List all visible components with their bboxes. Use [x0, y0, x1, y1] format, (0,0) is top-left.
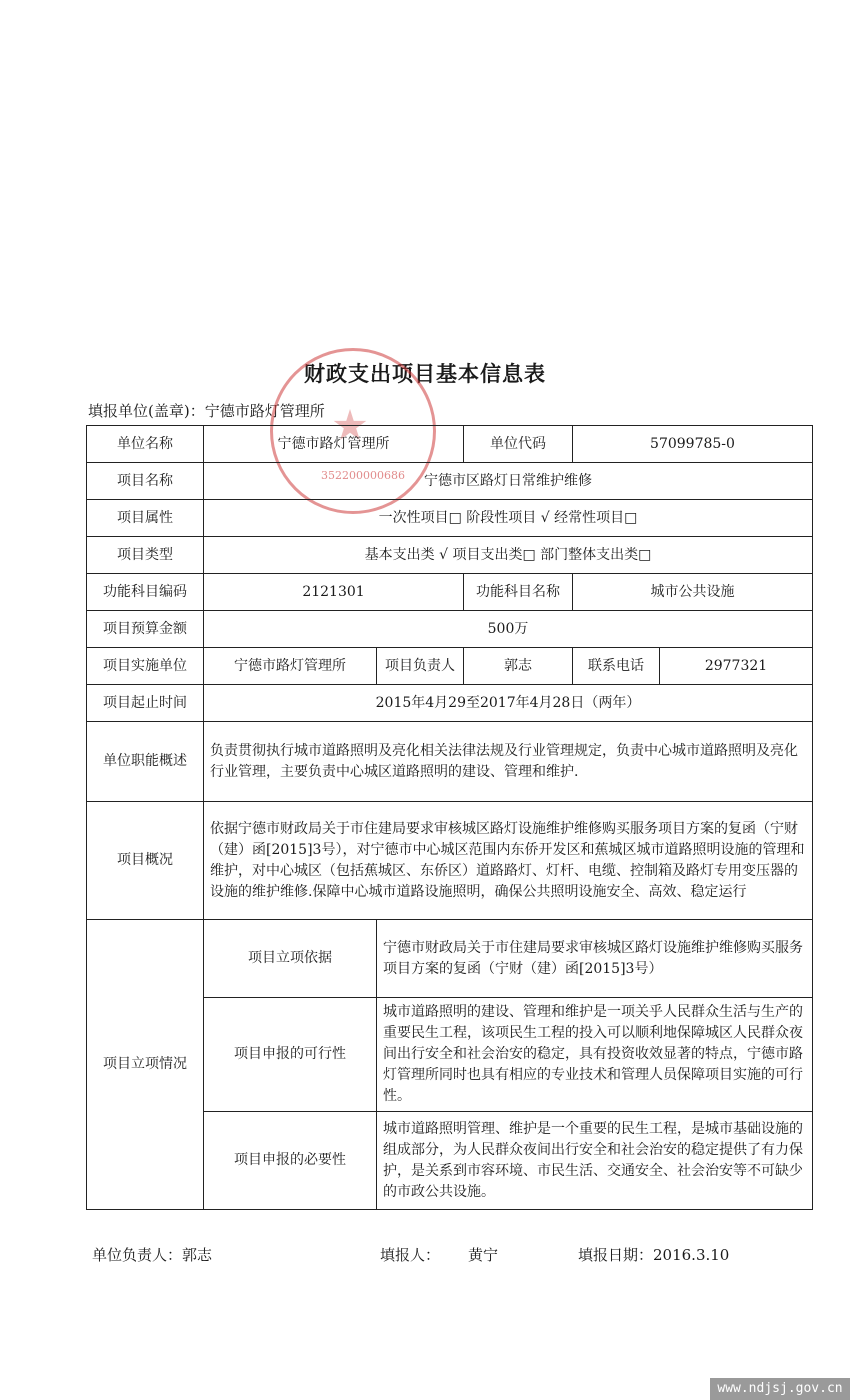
- row-duty: [87, 722, 813, 802]
- stamp-code: 352200000686: [321, 469, 405, 482]
- row-basis: [87, 920, 813, 998]
- func-name-value: 城市公共设施: [573, 574, 813, 611]
- project-attr-value: 一次性项目□ 阶段性项目 √ 经常性项目□: [204, 500, 813, 537]
- leader-label: 项目负责人: [377, 648, 464, 685]
- overview-value: 依据宁德市财政局关于市住建局要求审核城区路灯设施维护维修购买服务项目方案的复函（宁财（建）函[2015]3号），对宁德市中心城区范围内东侨开发区和蕉城区城市道路照明设施的管理和维护，对中心城区（包括蕉城区、东侨区）道路路灯、灯杆、电缆、控制箱及路灯专用变压器的设施的维护维修.保障中心城市道路设施照明，确保公共照明设施安全、高效、稳定运行: [204, 802, 813, 920]
- row-project-name: [87, 463, 813, 500]
- necessity-label: 项目申报的必要性: [204, 1112, 377, 1210]
- row-unit: [87, 426, 813, 463]
- leader-value: 郭志: [464, 648, 573, 685]
- row-func: [87, 574, 813, 611]
- overview-label: 项目概况: [87, 802, 204, 920]
- footer-date: 填报日期：2016.3.10: [578, 1246, 730, 1264]
- footer-head: 单位负责人：郭志: [92, 1246, 213, 1264]
- row-budget: [87, 611, 813, 648]
- duty-value: 负责贯彻执行城市道路照明及亮化相关法律法规及行业管理规定，负责中心城市道路照明及亮化行业管理，主要负责中心城区道路照明的建设、管理和维护.: [204, 722, 813, 802]
- project-attr-label: 项目属性: [87, 500, 204, 537]
- filler-unit: 填报单位(盖章)：宁德市路灯管理所: [88, 402, 325, 420]
- approval-label: 项目立项情况: [87, 920, 204, 1210]
- row-impl: [87, 648, 813, 685]
- necessity-value: 城市道路照明管理、维护是一个重要的民生工程，是城市基础设施的组成部分，为人民群众夜间出行安全和社会治安的稳定提供了有力保护，是关系到市容环境、市民生活、交通安全、社会治安等不可缺少的市政公共设施。: [377, 1112, 813, 1210]
- basis-value: 宁德市财政局关于市住建局要求审核城区路灯设施维护维修购买服务项目方案的复函（宁财（建）函[2015]3号）: [377, 920, 813, 998]
- row-overview: [87, 802, 813, 920]
- impl-unit-label: 项目实施单位: [87, 648, 204, 685]
- feasibility-label: 项目申报的可行性: [204, 998, 377, 1112]
- period-label: 项目起止时间: [87, 685, 204, 722]
- unit-name-value: 宁德市路灯管理所: [204, 426, 464, 463]
- row-project-attr: [87, 500, 813, 537]
- phone-value: 2977321: [660, 648, 813, 685]
- footer-filler-label: 填报人：: [380, 1246, 441, 1264]
- func-code-value: 2121301: [204, 574, 464, 611]
- budget-label: 项目预算金额: [87, 611, 204, 648]
- func-name-label: 功能科目名称: [464, 574, 573, 611]
- budget-value: 500万: [204, 611, 813, 648]
- duty-label: 单位职能概述: [87, 722, 204, 802]
- period-value: 2015年4月29至2017年4月28日（两年）: [204, 685, 813, 722]
- project-info-table: [86, 425, 813, 1210]
- func-code-label: 功能科目编码: [87, 574, 204, 611]
- row-project-type: [87, 537, 813, 574]
- feasibility-value: 城市道路照明的建设、管理和维护是一项关乎人民群众生活与生产的重要民生工程，该项民生工程的投入可以顺利地保障城区人民群众夜间出行安全和社会治安的稳定，具有投资收效显著的特点，宁德市路灯管理所同时也具有相应的专业技术和管理人员保障项目实施的可行性。: [377, 998, 813, 1112]
- unit-code-value: 57099785-0: [573, 426, 813, 463]
- form-title: 财政支出项目基本信息表: [304, 361, 546, 386]
- project-type-value: 基本支出类 √ 项目支出类□ 部门整体支出类□: [204, 537, 813, 574]
- project-name-value: 宁德市区路灯日常维护维修: [204, 463, 813, 500]
- project-name-label: 项目名称: [87, 463, 204, 500]
- impl-unit-value: 宁德市路灯管理所: [204, 648, 377, 685]
- phone-label: 联系电话: [573, 648, 660, 685]
- row-period: [87, 685, 813, 722]
- project-type-label: 项目类型: [87, 537, 204, 574]
- unit-code-label: 单位代码: [464, 426, 573, 463]
- site-watermark: www.ndjsj.gov.cn: [710, 1378, 850, 1400]
- basis-label: 项目立项依据: [204, 920, 377, 998]
- unit-name-label: 单位名称: [87, 426, 204, 463]
- footer-filler-name: 黄宁: [468, 1246, 499, 1264]
